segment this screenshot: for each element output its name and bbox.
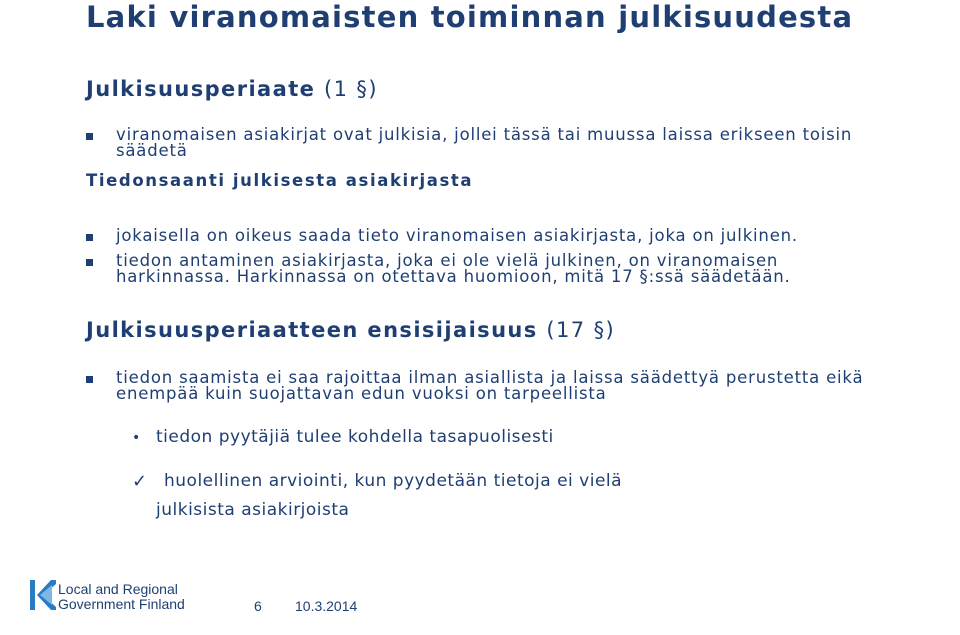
logo-wordmark — [58, 582, 185, 612]
square-bullet-icon — [86, 259, 93, 266]
check-bullet-item — [132, 467, 622, 525]
kuntaliitto-logo-icon — [30, 577, 56, 613]
slide-title: Laki viranomaisten toiminnan julkisuudesta — [86, 0, 854, 34]
logo-line-2: Government Finland — [58, 596, 185, 612]
sub-bullet-text: tiedon pyytäjiä tulee kohdella tasapuolisesti — [156, 427, 554, 447]
page-number: 6 — [254, 598, 262, 614]
section-heading-julkisuusperiaate — [86, 77, 378, 101]
bullet-item — [86, 127, 886, 159]
section-heading-text: Julkisuusperiaate — [86, 77, 316, 101]
square-bullet-icon — [86, 234, 93, 241]
bullet-item — [86, 228, 886, 244]
round-bullet-icon: • — [132, 430, 141, 446]
section-heading-tiedonsaanti: Tiedonsaanti julkisesta asiakirjasta — [86, 171, 474, 190]
sub-bullet-item — [132, 427, 554, 447]
bullet-item — [86, 253, 886, 285]
square-bullet-icon — [86, 376, 93, 383]
checkmark-icon: ✓ — [132, 471, 148, 492]
logo-line-1: Local and Regional — [58, 581, 178, 597]
section-heading-ensisijaisuus — [86, 318, 615, 342]
square-bullet-icon — [86, 133, 93, 140]
bullet-item — [86, 370, 886, 402]
check-bullet-text-line2: julkisista asiakirjoista — [156, 500, 350, 520]
bullet-text: tiedon antaminen asiakirjasta, joka ei ole vielä julkinen, on viranomaisen harkinnassa. Harkinnassa on otettava huomioon, mitä 17 §:ssä säädetään. — [116, 251, 791, 286]
section-law-reference: (17 §) — [546, 318, 616, 342]
bullet-text: tiedon saamista ei saa rajoittaa ilman asiallista ja laissa säädettyä perustetta eikä enempää kuin suojattavan edun vuoksi on tarpeellista — [116, 368, 864, 403]
footer-date: 10.3.2014 — [295, 598, 358, 614]
bullet-text: viranomaisen asiakirjat ovat julkisia, jollei tässä tai muussa laissa erikseen toisin säädetä — [116, 125, 853, 160]
check-bullet-text-line1: huolellinen arviointi, kun pyydetään tietoja ei vielä — [164, 471, 623, 491]
section-law-reference: (1 §) — [324, 77, 378, 101]
section-heading-text: Julkisuusperiaatteen ensisijaisuus — [86, 318, 538, 342]
bullet-text: jokaisella on oikeus saada tieto viranomaisen asiakirjasta, joka on julkinen. — [116, 226, 798, 245]
